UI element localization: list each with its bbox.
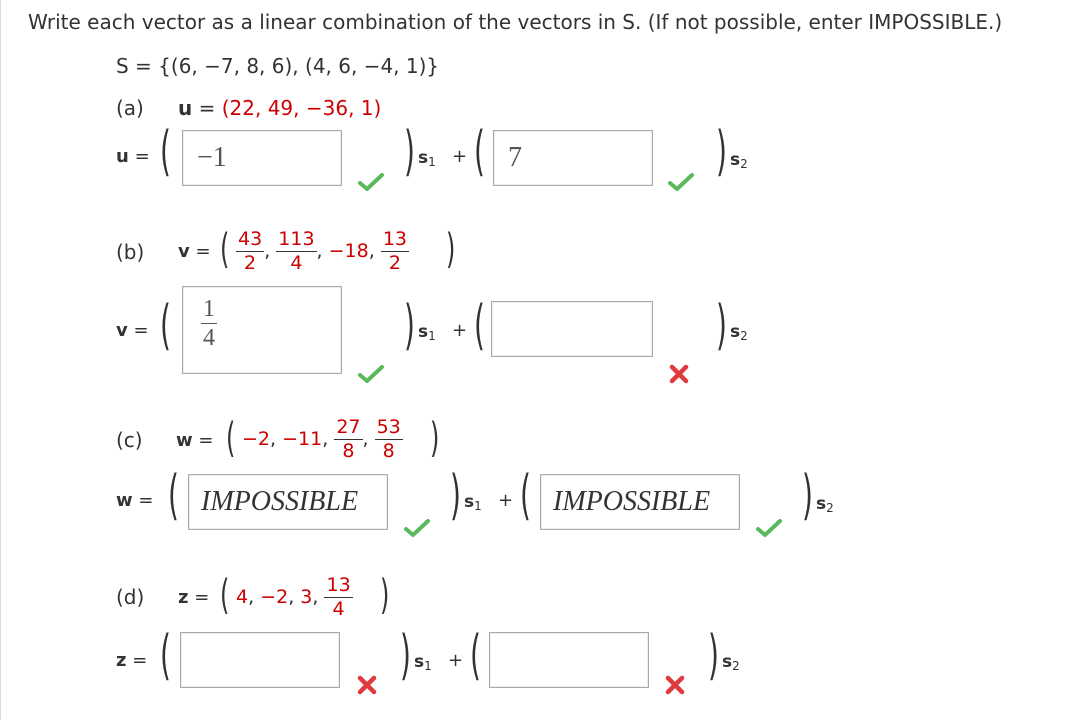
part-b-coef2-input[interactable] (491, 301, 653, 357)
s1-vector: $s_1$ (418, 148, 436, 169)
part-c-vector-name (176, 430, 213, 451)
part-c-coef1-input[interactable] (188, 474, 388, 530)
checkmark-icon (358, 172, 384, 192)
close-paren: ) (400, 623, 411, 687)
close-paren: ) (380, 571, 390, 619)
part-d-vector-name (178, 587, 209, 608)
close-paren: ) (446, 225, 456, 273)
cross-icon (664, 674, 686, 696)
component: −18 (328, 240, 369, 262)
part-b-coef1-fraction: $\frac{1}{4}$ (203, 296, 215, 351)
part-d-coef1-input[interactable] (180, 632, 340, 688)
plus-sign: + (452, 320, 468, 341)
plus-sign: + (448, 650, 464, 671)
open-paren: ( (474, 293, 485, 357)
part-a-coef1-value: −1 (197, 142, 227, 173)
fraction: $\frac{13}{2}$ (382, 228, 408, 274)
plus-sign: + (498, 490, 514, 511)
part-a-answer-label (116, 146, 150, 167)
cross-icon (356, 674, 378, 696)
close-paren: ) (430, 414, 440, 462)
part-d-coef2-input[interactable] (489, 632, 649, 688)
instruction-text: Write each vector as a linear combination of the vectors in S. (If not possible, enter IMPOSSIBLE.) (28, 10, 1003, 34)
open-paren: ( (474, 119, 485, 183)
checkmark-icon (668, 172, 694, 192)
part-c-label: (c) (116, 428, 143, 452)
part-b-answer-label (116, 320, 149, 341)
open-paren: ( (520, 463, 531, 527)
equals-sign: = (198, 96, 216, 120)
close-paren: ) (404, 293, 415, 357)
checkmark-icon (756, 518, 782, 538)
fraction: $\frac{113}{4}$ (278, 228, 315, 274)
s1-vector: $s_1$ (414, 652, 432, 673)
part-a-coef1-input[interactable] (182, 130, 342, 186)
fraction: $\frac{27}{8}$ (336, 416, 361, 462)
part-c-answer-label (116, 490, 153, 511)
open-paren: ( (226, 414, 236, 462)
equals-sign: = (133, 320, 149, 341)
s1-vector: $s_1$ (464, 492, 482, 513)
component: −11 (282, 428, 323, 450)
close-paren: ) (716, 293, 727, 357)
part-a-vector (178, 96, 381, 120)
vector-v-components: $\frac{43}{2}$ , $\frac{113}{4}$ , −18, $\frac{13}{2}$ (238, 228, 408, 274)
open-paren: ( (168, 463, 179, 527)
part-c-coef1-value: IMPOSSIBLE (201, 486, 359, 517)
cross-icon (668, 363, 690, 385)
equals-sign: = (194, 587, 210, 608)
vector-name-w: w (176, 430, 193, 451)
component: 4 (236, 586, 249, 608)
component: −2 (260, 586, 289, 608)
part-d-label: (d) (116, 585, 145, 609)
fraction: $\frac{13}{4}$ (326, 574, 351, 620)
part-c-coef2-value: IMPOSSIBLE (553, 486, 711, 517)
vector-u-components: (22, 49, −36, 1) (221, 96, 382, 120)
answer-vector-name: z (116, 650, 127, 671)
fraction: $\frac{53}{8}$ (376, 416, 401, 462)
component: −2 (242, 428, 271, 450)
plus-sign: + (452, 146, 468, 167)
answer-vector-name: u (116, 146, 129, 167)
close-paren: ) (404, 119, 415, 183)
part-b-vector-name (178, 241, 211, 262)
set-s-text: S = {(6, −7, 8, 6), (4, 6, −4, 1)} (116, 54, 440, 78)
vector-z-components: 4, −2, 3, $\frac{13}{4}$ (236, 574, 351, 620)
equals-sign: = (134, 146, 150, 167)
open-paren: ( (220, 571, 230, 619)
part-b-coef1-input[interactable] (182, 286, 342, 374)
close-paren: ) (802, 463, 813, 527)
open-paren: ( (160, 293, 171, 357)
open-paren: ( (160, 119, 171, 183)
s2-vector: $s_2$ (730, 322, 748, 343)
component: 3 (300, 586, 313, 608)
part-a-coef2-input[interactable] (493, 130, 653, 186)
answer-vector-name: w (116, 490, 133, 511)
fraction: $\frac{43}{2}$ (238, 228, 263, 274)
s2-vector: $s_2$ (816, 494, 834, 515)
close-paren: ) (708, 623, 719, 687)
vector-w-components: −2, −11, $\frac{27}{8}$ , $\frac{53}{8}$ (242, 416, 401, 462)
close-paren: ) (450, 463, 461, 527)
close-paren: ) (716, 119, 727, 183)
checkmark-icon (404, 518, 430, 538)
vector-name-u: u (178, 96, 193, 120)
s2-vector: $s_2$ (722, 652, 740, 673)
answer-vector-name: v (116, 320, 128, 341)
s1-vector: $s_1$ (418, 322, 436, 343)
part-a-label: (a) (116, 96, 144, 120)
part-a-coef2-value: 7 (508, 142, 522, 173)
equals-sign: = (132, 650, 148, 671)
equals-sign: = (198, 430, 214, 451)
equals-sign: = (195, 241, 211, 262)
vector-name-z: z (178, 587, 189, 608)
content-left-border (0, 0, 1, 720)
part-b-label: (b) (116, 240, 145, 264)
open-paren: ( (470, 623, 481, 687)
open-paren: ( (220, 225, 230, 273)
vector-name-v: v (178, 241, 190, 262)
set-s (116, 54, 439, 78)
checkmark-icon (358, 364, 384, 384)
open-paren: ( (160, 623, 171, 687)
s2-vector: $s_2$ (730, 150, 748, 171)
part-c-coef2-input[interactable] (540, 474, 740, 530)
equals-sign: = (138, 490, 154, 511)
part-d-answer-label (116, 650, 147, 671)
